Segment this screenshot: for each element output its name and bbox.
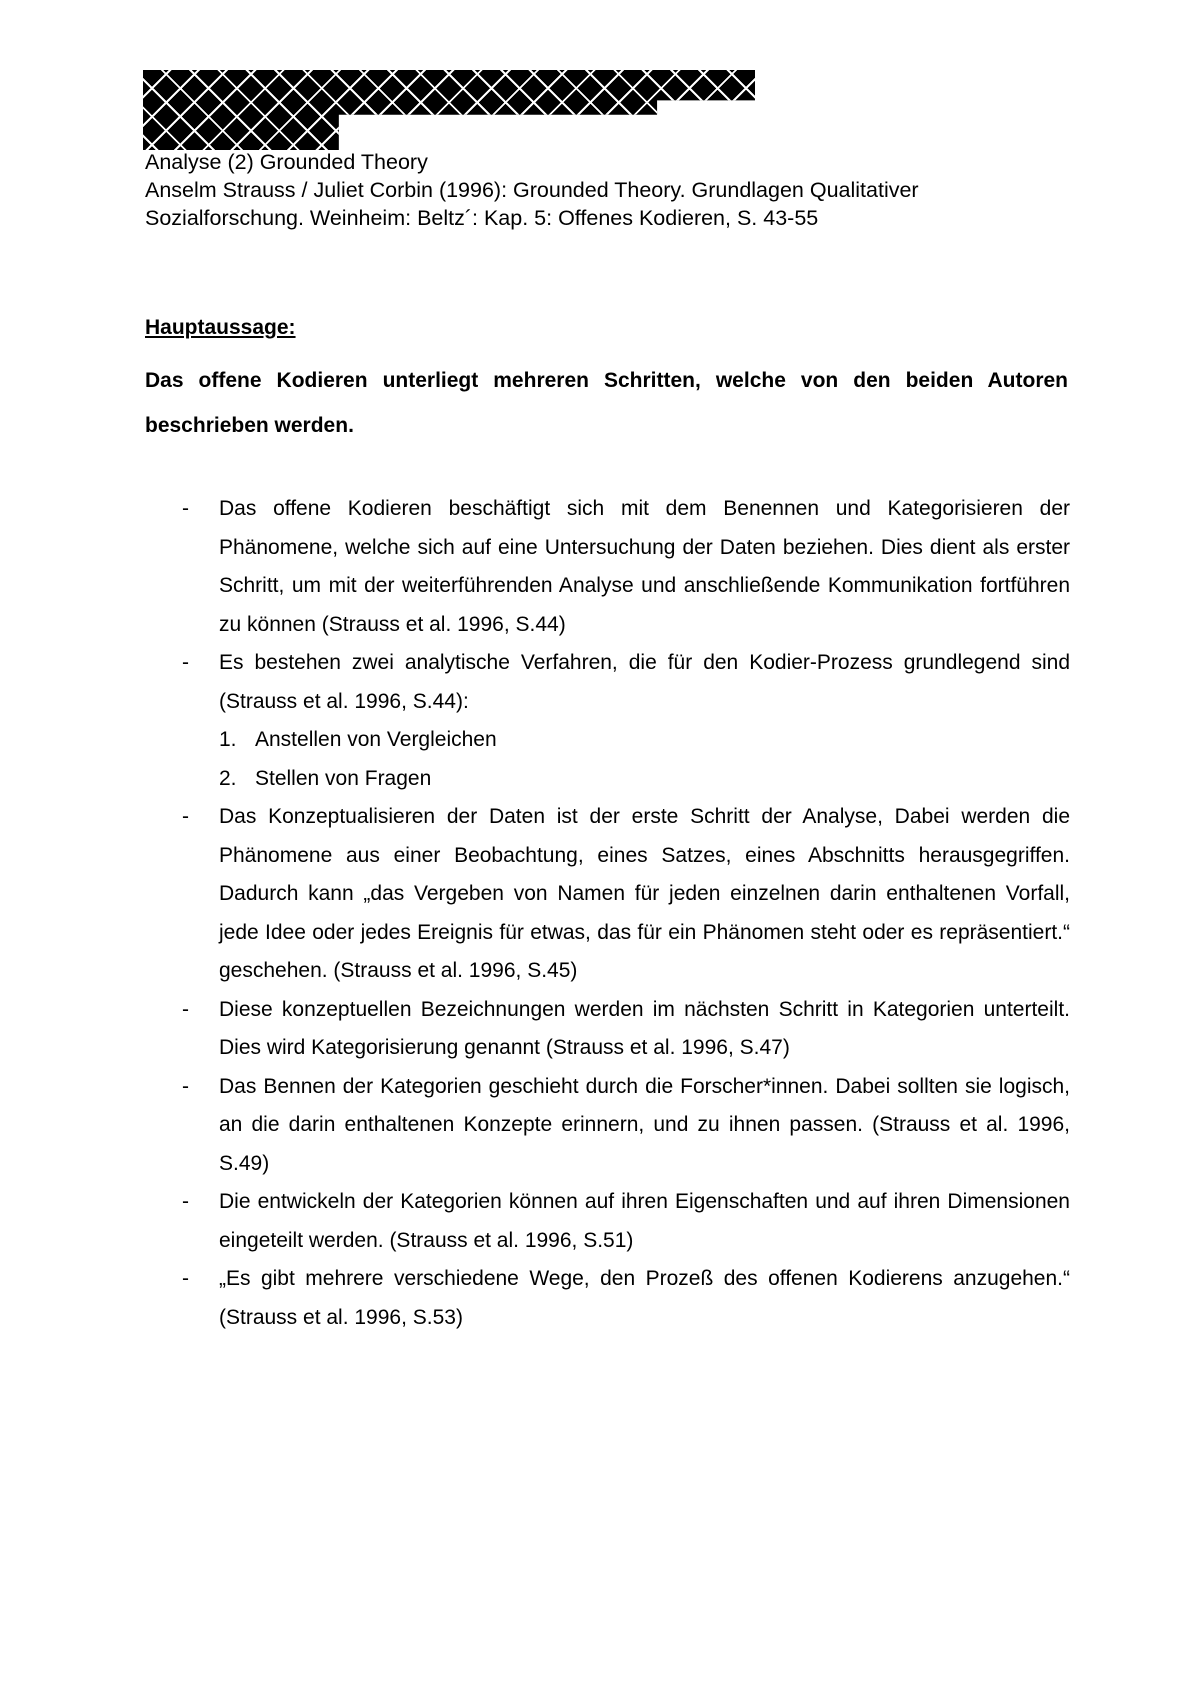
bullet-dash: -	[182, 1267, 189, 1290]
numbered-item-text: Anstellen von Vergleichen	[255, 728, 497, 751]
header-title: Analyse (2) Grounded Theory	[145, 150, 428, 174]
numbered-item	[219, 760, 1070, 799]
bullet-dash: -	[182, 997, 189, 1021]
bullet-dash: -	[182, 805, 189, 828]
bullet-text: Das Konzeptualisieren der Daten ist der erste Schritt der Analyse, Dabei werden die Phänomene aus einer Beobachtung, eines Satzes, eines Abschnitts herausgegriffen. Dadurch kann „das Vergeben von Namen für jeden einzelnen darin enthaltenen Vorfall, jede Idee oder jedes Ereignis für etwas, das für ein Phänomen steht oder es repräsentiert.“ geschehen. (Strauss et al. 1996, S.45)	[219, 805, 1070, 982]
numbered-list	[219, 721, 1070, 798]
bullet-text: „Es gibt mehrere verschiedene Wege, den Prozeß des offenen Kodierens anzugehen.“ (Strauss et al. 1996, S.53)	[219, 1267, 1070, 1329]
main-statement: Das offene Kodieren unterliegt mehreren Schritten, welche von den beiden Autoren beschrieben werden.	[145, 369, 1068, 437]
bullet-dash: -	[182, 497, 189, 520]
bullet-text: Das Bennen der Kategorien geschieht durch die Forscher*innen. Dabei sollten sie logisch, an die darin enthaltenen Konzepte erinnern, und zu ihnen passen. (Strauss et al. 1996, S.49)	[219, 1074, 1070, 1175]
bullet-text: Das offene Kodieren beschäftigt sich mit dem Benennen und Kategorisieren der Phänomene, welche sich auf eine Untersuchung der Daten beziehen. Dies dient als erster Schritt, um mit der weiterführenden Analyse und anschließende Kommunikation fortführen zu können (Strauss et al. 1996, S.44)	[219, 497, 1070, 636]
header-citation-line-2: Sozialforschung. Weinheim: Beltz´: Kap. 5: Offenes Kodieren, S. 43-55	[145, 206, 819, 230]
bullet-item	[182, 991, 1070, 1068]
bullet-item	[182, 490, 1070, 644]
numbered-item-number: 1.	[219, 728, 237, 751]
bullet-dash: -	[182, 1190, 189, 1213]
redacted-block	[143, 70, 755, 150]
bullet-item	[182, 644, 1070, 798]
bullet-text: Diese konzeptuellen Bezeichnungen werden im nächsten Schritt in Kategorien unterteilt. Dies wird Kategorisierung genannt (Strauss et al. 1996, S.47)	[219, 997, 1070, 1059]
bullet-text: Die entwickeln der Kategorien können auf ihren Eigenschaften und auf ihren Dimensionen eingeteilt werden. (Strauss et al. 1996, S.51)	[219, 1190, 1070, 1252]
bullet-item	[182, 1068, 1070, 1184]
bullet-dash: -	[182, 1074, 189, 1098]
bullet-item	[182, 1183, 1070, 1260]
bullet-list	[182, 490, 1070, 1337]
main-statement-label: Hauptaussage:	[145, 316, 296, 339]
bullet-dash: -	[182, 651, 189, 674]
numbered-item	[219, 721, 1070, 760]
header-citation-line-1: Anselm Strauss / Juliet Corbin (1996): Grounded Theory. Grundlagen Qualitativer	[145, 178, 919, 202]
numbered-item-number: 2.	[219, 766, 237, 790]
bullet-item	[182, 1260, 1070, 1337]
document-header	[145, 148, 1065, 232]
bullet-text: Es bestehen zwei analytische Verfahren, die für den Kodier-Prozess grundlegend sind (Strauss et al. 1996, S.44):	[219, 651, 1070, 713]
numbered-item-text: Stellen von Fragen	[255, 766, 432, 790]
bullet-item	[182, 798, 1070, 991]
